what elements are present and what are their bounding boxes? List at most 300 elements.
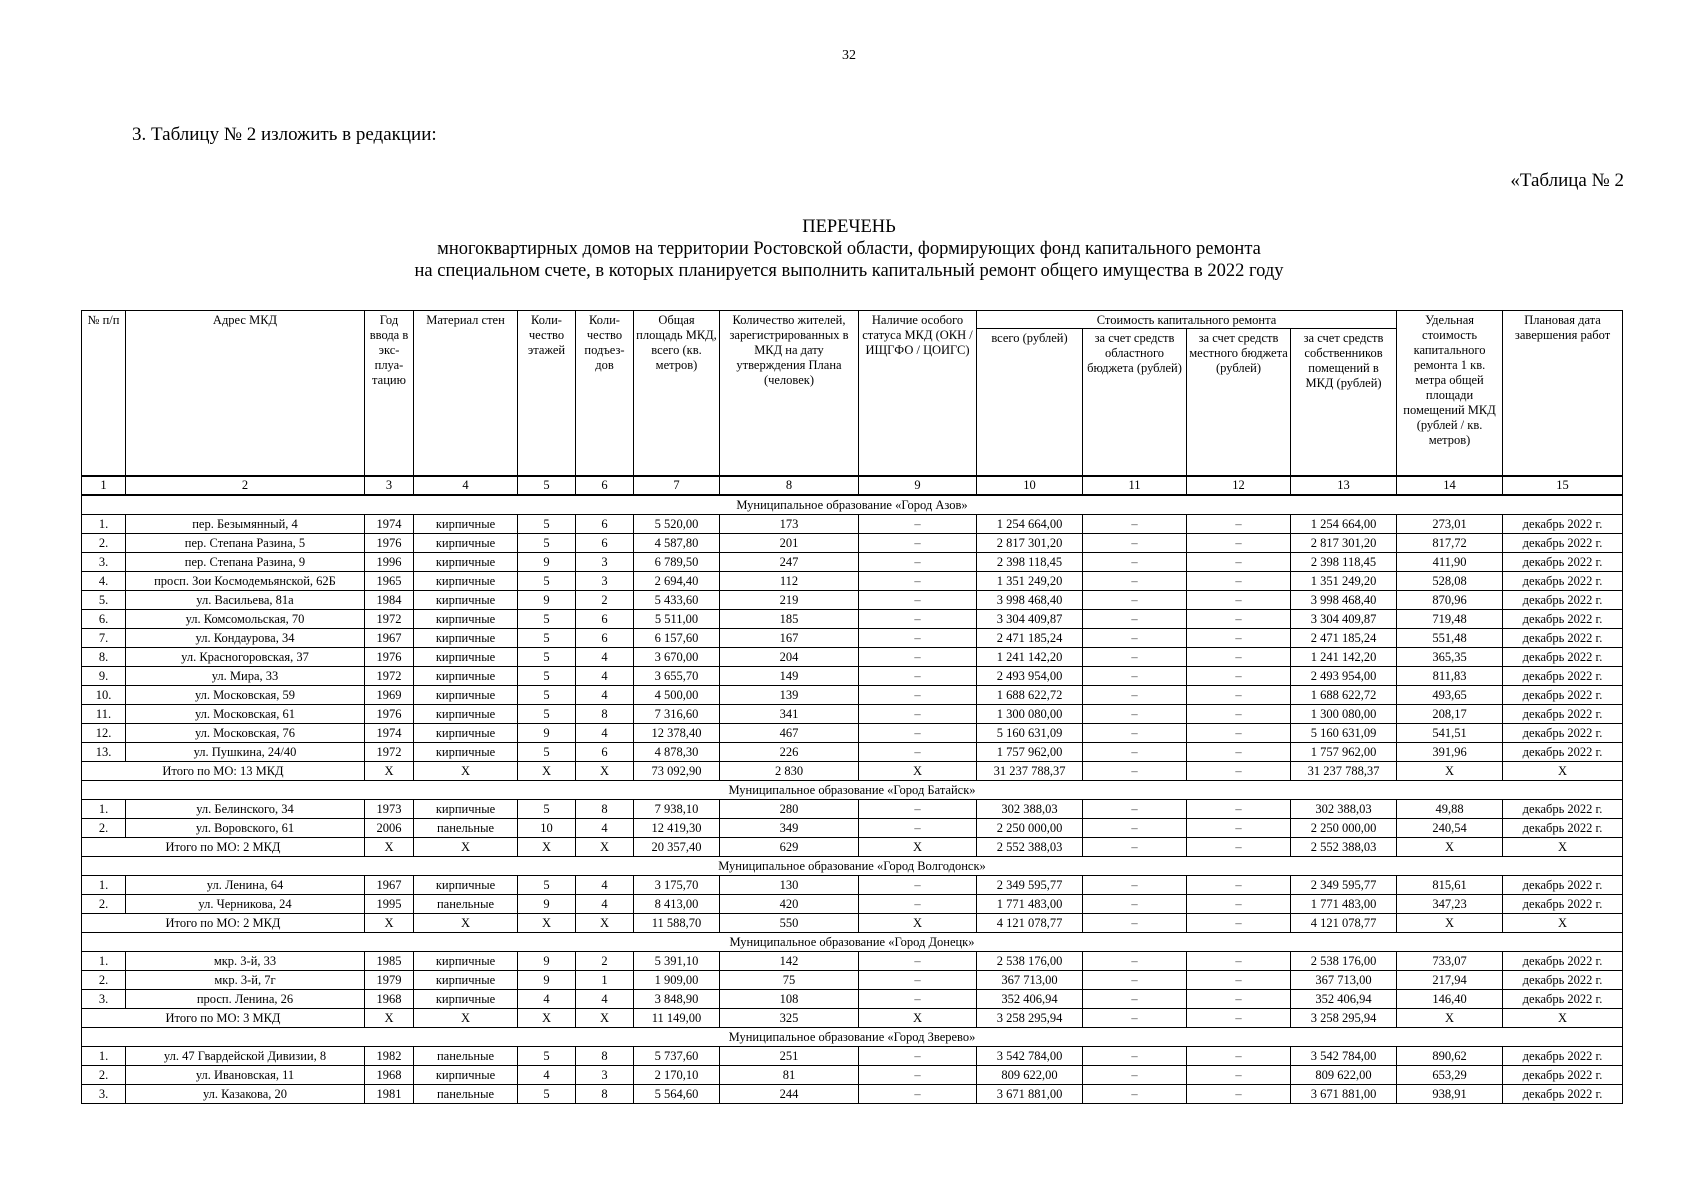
table-cell: 4 [576, 667, 634, 686]
table-cell: 6 789,50 [634, 553, 720, 572]
table-row [82, 876, 1623, 895]
table-cell: 1 241 142,20 [977, 648, 1083, 667]
table-cell: 1973 [365, 800, 414, 819]
table-cell: 142 [720, 952, 859, 971]
table-cell: 75 [720, 971, 859, 990]
total-cell: X [859, 914, 977, 933]
table-row [82, 819, 1623, 838]
table-cell: 1. [82, 515, 126, 534]
header-cost-total: всего (рублей) [977, 329, 1083, 477]
table-cell: – [1083, 572, 1187, 591]
table-cell: ул. Васильева, 81а [126, 591, 365, 610]
table-cell: 9 [518, 591, 576, 610]
table-cell: – [859, 990, 977, 1009]
table-cell: 2 398 118,45 [977, 553, 1083, 572]
table-cell: 9. [82, 667, 126, 686]
table-cell: 2. [82, 534, 126, 553]
table-cell: 719,48 [1397, 610, 1503, 629]
table-cell: 1995 [365, 895, 414, 914]
table-cell: кирпичные [414, 686, 518, 705]
table-row [82, 610, 1623, 629]
header-residents: Количество жителей, зарегистрированных в МКД на дату утверждения Плана (человек) [720, 311, 859, 477]
table-cell: – [859, 1047, 977, 1066]
table-cell: ул. Ивановская, 11 [126, 1066, 365, 1085]
table-cell: 2 817 301,20 [977, 534, 1083, 553]
table-cell: 5 [518, 534, 576, 553]
table-cell: кирпичные [414, 990, 518, 1009]
table-label: «Таблица № 2 [1510, 170, 1624, 191]
table-cell: 890,62 [1397, 1047, 1503, 1066]
table-cell: 2 694,40 [634, 572, 720, 591]
table-cell: декабрь 2022 г. [1503, 515, 1623, 534]
table-cell: 2 471 185,24 [977, 629, 1083, 648]
table-cell: 1. [82, 952, 126, 971]
table-cell: кирпичные [414, 667, 518, 686]
table-body [82, 476, 1623, 1104]
total-cell: 3 258 295,94 [977, 1009, 1083, 1028]
table-cell: 1 241 142,20 [1291, 648, 1397, 667]
table-cell: 11. [82, 705, 126, 724]
table-cell: 4 [576, 724, 634, 743]
table-cell: – [1187, 743, 1291, 762]
table-cell: кирпичные [414, 952, 518, 971]
total-cell: X [518, 914, 576, 933]
table-cell: – [859, 553, 977, 572]
table-cell: кирпичные [414, 743, 518, 762]
table-cell: декабрь 2022 г. [1503, 952, 1623, 971]
table-cell: 3 848,90 [634, 990, 720, 1009]
table-cell: – [1187, 553, 1291, 572]
table-cell: 9 [518, 971, 576, 990]
table-cell: 1 300 080,00 [1291, 705, 1397, 724]
table-cell: 5 [518, 686, 576, 705]
total-cell: – [1187, 1009, 1291, 1028]
header-completion: Плановая дата завершения работ [1503, 311, 1623, 477]
table-cell: – [1083, 876, 1187, 895]
table-cell: 9 [518, 724, 576, 743]
total-cell: 20 357,40 [634, 838, 720, 857]
table-cell: кирпичные [414, 705, 518, 724]
table-cell: 201 [720, 534, 859, 553]
table-cell: 5 [518, 743, 576, 762]
table-cell: 1 254 664,00 [977, 515, 1083, 534]
total-cell: X [576, 838, 634, 857]
table-cell: 1972 [365, 743, 414, 762]
total-cell: X [1503, 838, 1623, 857]
table-cell: – [859, 610, 977, 629]
table-cell: 5 160 631,09 [977, 724, 1083, 743]
table-cell: – [1083, 971, 1187, 990]
table-cell: 247 [720, 553, 859, 572]
table-cell: – [1083, 610, 1187, 629]
total-cell: X [414, 838, 518, 857]
table-cell: 6 [576, 534, 634, 553]
table-row [82, 952, 1623, 971]
table-cell: 6 [576, 515, 634, 534]
table-cell: ул. Московская, 59 [126, 686, 365, 705]
table-cell: 130 [720, 876, 859, 895]
table-cell: декабрь 2022 г. [1503, 800, 1623, 819]
header-cost-regional: за счет средств областного бюджета (рублей) [1083, 329, 1187, 477]
total-cell: 2 552 388,03 [1291, 838, 1397, 857]
table-row [82, 686, 1623, 705]
table-cell: 1974 [365, 724, 414, 743]
table-cell: 1976 [365, 648, 414, 667]
total-cell: 31 237 788,37 [1291, 762, 1397, 781]
table-cell: 4 [576, 876, 634, 895]
table-cell: декабрь 2022 г. [1503, 1066, 1623, 1085]
table-cell: 2 349 595,77 [977, 876, 1083, 895]
table-cell: 1967 [365, 876, 414, 895]
table-cell: 3. [82, 553, 126, 572]
table-cell: 653,29 [1397, 1066, 1503, 1085]
table-cell: 302 388,03 [977, 800, 1083, 819]
table-cell: 5 [518, 648, 576, 667]
column-number: 14 [1397, 476, 1503, 495]
table-cell: – [1083, 667, 1187, 686]
table-row [82, 629, 1623, 648]
total-cell: X [1397, 762, 1503, 781]
table-cell: 13. [82, 743, 126, 762]
table-cell: 9 [518, 952, 576, 971]
header-cost-local: за счет средств местного бюджета (рублей) [1187, 329, 1291, 477]
table-cell: декабрь 2022 г. [1503, 705, 1623, 724]
table-cell: 219 [720, 591, 859, 610]
table-cell: 4 [518, 1066, 576, 1085]
total-label: Итого по МО: 2 МКД [82, 914, 365, 933]
table-cell: декабрь 2022 г. [1503, 895, 1623, 914]
table-cell: 1976 [365, 534, 414, 553]
table-cell: панельные [414, 819, 518, 838]
table-row [82, 705, 1623, 724]
table-cell: 3 [576, 553, 634, 572]
table-cell: – [1187, 1047, 1291, 1066]
table-cell: декабрь 2022 г. [1503, 971, 1623, 990]
table-cell: пер. Степана Разина, 5 [126, 534, 365, 553]
table-cell: 1 688 622,72 [977, 686, 1083, 705]
table-cell: – [1187, 971, 1291, 990]
total-cell: X [414, 762, 518, 781]
table-cell: 2 [576, 952, 634, 971]
table-cell: 5 [518, 1085, 576, 1104]
total-row [82, 762, 1623, 781]
table-cell: ул. Мира, 33 [126, 667, 365, 686]
table-cell: 5 391,10 [634, 952, 720, 971]
municipality-row [82, 1028, 1623, 1047]
table-cell: 3 671 881,00 [1291, 1085, 1397, 1104]
table-cell: 493,65 [1397, 686, 1503, 705]
table-cell: 10 [518, 819, 576, 838]
table-cell: 4 [576, 895, 634, 914]
municipality-row [82, 933, 1623, 952]
table-cell: – [1187, 1085, 1291, 1104]
total-cell: X [365, 762, 414, 781]
table-cell: 1981 [365, 1085, 414, 1104]
table-cell: 3 304 409,87 [1291, 610, 1397, 629]
table-cell: просп. Ленина, 26 [126, 990, 365, 1009]
table-cell: мкр. 3-й, 7г [126, 971, 365, 990]
table-cell: 2 493 954,00 [977, 667, 1083, 686]
table-cell: 3. [82, 990, 126, 1009]
table-cell: 352 406,94 [1291, 990, 1397, 1009]
column-number: 8 [720, 476, 859, 495]
column-number-row [82, 476, 1623, 495]
table-cell: – [1083, 553, 1187, 572]
table-cell: кирпичные [414, 553, 518, 572]
table-cell: панельные [414, 1047, 518, 1066]
column-number: 13 [1291, 476, 1397, 495]
table-cell: 139 [720, 686, 859, 705]
table-cell: 1967 [365, 629, 414, 648]
table-cell: 1965 [365, 572, 414, 591]
table-cell: 347,23 [1397, 895, 1503, 914]
table-cell: декабрь 2022 г. [1503, 743, 1623, 762]
table-cell: 1996 [365, 553, 414, 572]
table-cell: 2 250 000,00 [1291, 819, 1397, 838]
table-cell: 5 [518, 1047, 576, 1066]
table-cell: 5 [518, 629, 576, 648]
table-row [82, 1047, 1623, 1066]
table-cell: 391,96 [1397, 743, 1503, 762]
table-cell: – [859, 667, 977, 686]
table-cell: 2 538 176,00 [1291, 952, 1397, 971]
table-cell: – [859, 648, 977, 667]
table-cell: – [1083, 724, 1187, 743]
table-cell: 6. [82, 610, 126, 629]
table-cell: 5 [518, 572, 576, 591]
table-cell: 3 998 468,40 [977, 591, 1083, 610]
table-cell: 3. [82, 1085, 126, 1104]
table-cell: 4 [576, 686, 634, 705]
table-cell: – [1187, 572, 1291, 591]
table-cell: 208,17 [1397, 705, 1503, 724]
total-cell: X [518, 1009, 576, 1028]
table-cell: 1979 [365, 971, 414, 990]
table-cell: – [1083, 629, 1187, 648]
total-cell: – [1187, 762, 1291, 781]
table-cell: 420 [720, 895, 859, 914]
total-cell: 4 121 078,77 [1291, 914, 1397, 933]
table-cell: ул. Кондаурова, 34 [126, 629, 365, 648]
table-cell: 811,83 [1397, 667, 1503, 686]
table-row [82, 667, 1623, 686]
table-cell: ул. Красногоровская, 37 [126, 648, 365, 667]
table-cell: 149 [720, 667, 859, 686]
table-cell: декабрь 2022 г. [1503, 1047, 1623, 1066]
total-cell: 325 [720, 1009, 859, 1028]
header-year: Год ввода в экс-плуа-тацию [365, 311, 414, 477]
table-cell: – [1083, 743, 1187, 762]
total-cell: 629 [720, 838, 859, 857]
table-cell: 6 [576, 610, 634, 629]
table-cell: – [1187, 591, 1291, 610]
table-cell: – [859, 800, 977, 819]
total-cell: 11 588,70 [634, 914, 720, 933]
total-label: Итого по МО: 13 МКД [82, 762, 365, 781]
total-cell: X [414, 914, 518, 933]
table-cell: 4. [82, 572, 126, 591]
table-row [82, 800, 1623, 819]
total-cell: X [518, 838, 576, 857]
table-cell: 5 [518, 515, 576, 534]
table-cell: 2 817 301,20 [1291, 534, 1397, 553]
table-cell: 2 493 954,00 [1291, 667, 1397, 686]
header-floors: Коли-чество этажей [518, 311, 576, 477]
table-cell: 1 757 962,00 [1291, 743, 1397, 762]
table-cell: 4 [576, 648, 634, 667]
total-cell: 4 121 078,77 [977, 914, 1083, 933]
table-cell: 367 713,00 [1291, 971, 1397, 990]
table-cell: 2. [82, 895, 126, 914]
table-cell: – [859, 724, 977, 743]
header-address: Адрес МКД [126, 311, 365, 477]
municipality-name: Муниципальное образование «Город Зверево» [82, 1028, 1623, 1047]
table-cell: 1968 [365, 990, 414, 1009]
table-cell: декабрь 2022 г. [1503, 629, 1623, 648]
table-cell: декабрь 2022 г. [1503, 610, 1623, 629]
table-cell: ул. Воровского, 61 [126, 819, 365, 838]
title-line-1: ПЕРЕЧЕНЬ [802, 217, 896, 237]
total-cell: – [1187, 838, 1291, 857]
table-cell: 1968 [365, 1066, 414, 1085]
column-number: 9 [859, 476, 977, 495]
column-number: 1 [82, 476, 126, 495]
total-cell: – [1083, 762, 1187, 781]
table-cell: декабрь 2022 г. [1503, 648, 1623, 667]
table-cell: – [859, 534, 977, 553]
table-cell: 5 [518, 800, 576, 819]
table-cell: просп. Зои Космодемьянской, 62Б [126, 572, 365, 591]
table-cell: 5 160 631,09 [1291, 724, 1397, 743]
table-cell: пер. Степана Разина, 9 [126, 553, 365, 572]
table-cell: кирпичные [414, 876, 518, 895]
table-cell: 5 [518, 610, 576, 629]
table-cell: – [859, 971, 977, 990]
table-cell: 467 [720, 724, 859, 743]
table-cell: 349 [720, 819, 859, 838]
table-cell: 280 [720, 800, 859, 819]
table-cell: 5 433,60 [634, 591, 720, 610]
total-row [82, 1009, 1623, 1028]
page-number: 32 [842, 48, 856, 63]
table-cell: декабрь 2022 г. [1503, 591, 1623, 610]
table-cell: 1984 [365, 591, 414, 610]
table-cell: ул. Черникова, 24 [126, 895, 365, 914]
total-cell: X [518, 762, 576, 781]
table-cell: панельные [414, 1085, 518, 1104]
table-cell: декабрь 2022 г. [1503, 1085, 1623, 1104]
table-cell: – [1187, 648, 1291, 667]
table-row [82, 534, 1623, 553]
table-cell: ул. Ленина, 64 [126, 876, 365, 895]
table-cell: 251 [720, 1047, 859, 1066]
table-cell: 10. [82, 686, 126, 705]
table-cell: декабрь 2022 г. [1503, 724, 1623, 743]
table-cell: 1. [82, 1047, 126, 1066]
total-cell: – [1083, 914, 1187, 933]
table-cell: 8 [576, 800, 634, 819]
table-row [82, 895, 1623, 914]
table-cell: ул. Пушкина, 24/40 [126, 743, 365, 762]
table-cell: 4 [576, 819, 634, 838]
table-cell: 2 538 176,00 [977, 952, 1083, 971]
table-cell: 108 [720, 990, 859, 1009]
table-cell: 49,88 [1397, 800, 1503, 819]
table-cell: 12 419,30 [634, 819, 720, 838]
table-cell: – [1083, 515, 1187, 534]
table-cell: кирпичные [414, 1066, 518, 1085]
table-cell: 7 938,10 [634, 800, 720, 819]
table-cell: 112 [720, 572, 859, 591]
table-cell: – [859, 591, 977, 610]
table-cell: – [1187, 629, 1291, 648]
table-row [82, 1066, 1623, 1085]
table-cell: 815,61 [1397, 876, 1503, 895]
table-cell: 3 670,00 [634, 648, 720, 667]
total-cell: 31 237 788,37 [977, 762, 1083, 781]
table-cell: 173 [720, 515, 859, 534]
municipality-row [82, 781, 1623, 800]
table-cell: – [1083, 705, 1187, 724]
table-cell: – [1083, 534, 1187, 553]
table-cell: ул. Комсомольская, 70 [126, 610, 365, 629]
header-cost-owners: за счет средств собственников помещений в МКД (рублей) [1291, 329, 1397, 477]
table-cell: 1972 [365, 610, 414, 629]
table-cell: ул. 47 Гвардейской Дивизии, 8 [126, 1047, 365, 1066]
table-cell: 2 471 185,24 [1291, 629, 1397, 648]
header-row [82, 311, 1623, 329]
table-cell: панельные [414, 895, 518, 914]
document-title [0, 216, 1698, 282]
table-cell: 244 [720, 1085, 859, 1104]
table-cell: 3 655,70 [634, 667, 720, 686]
table-cell: 809 622,00 [977, 1066, 1083, 1085]
table-cell: 4 587,80 [634, 534, 720, 553]
table-cell: 217,94 [1397, 971, 1503, 990]
table-cell: 5 [518, 705, 576, 724]
table-cell: – [1187, 705, 1291, 724]
table-cell: – [1083, 1085, 1187, 1104]
municipality-name: Муниципальное образование «Город Азов» [82, 495, 1623, 515]
table-cell: – [1187, 686, 1291, 705]
table-cell: 81 [720, 1066, 859, 1085]
table-cell: 2006 [365, 819, 414, 838]
table-cell: 3 [576, 572, 634, 591]
table-cell: кирпичные [414, 648, 518, 667]
table-cell: – [859, 705, 977, 724]
table-cell: – [859, 686, 977, 705]
table-cell: 1 771 483,00 [977, 895, 1083, 914]
table-cell: – [859, 1066, 977, 1085]
table-cell: 9 [518, 553, 576, 572]
table-row [82, 572, 1623, 591]
municipality-name: Муниципальное образование «Город Донецк» [82, 933, 1623, 952]
table-cell: 8. [82, 648, 126, 667]
table-cell: ул. Московская, 76 [126, 724, 365, 743]
table-cell: 411,90 [1397, 553, 1503, 572]
total-cell: X [859, 1009, 977, 1028]
table-cell: 2. [82, 971, 126, 990]
table-cell: кирпичные [414, 591, 518, 610]
table-row [82, 515, 1623, 534]
total-cell: 2 830 [720, 762, 859, 781]
table-cell: – [1083, 1047, 1187, 1066]
table-cell: – [1187, 724, 1291, 743]
column-number: 3 [365, 476, 414, 495]
total-cell: X [365, 1009, 414, 1028]
table-cell: 817,72 [1397, 534, 1503, 553]
table-cell: 541,51 [1397, 724, 1503, 743]
